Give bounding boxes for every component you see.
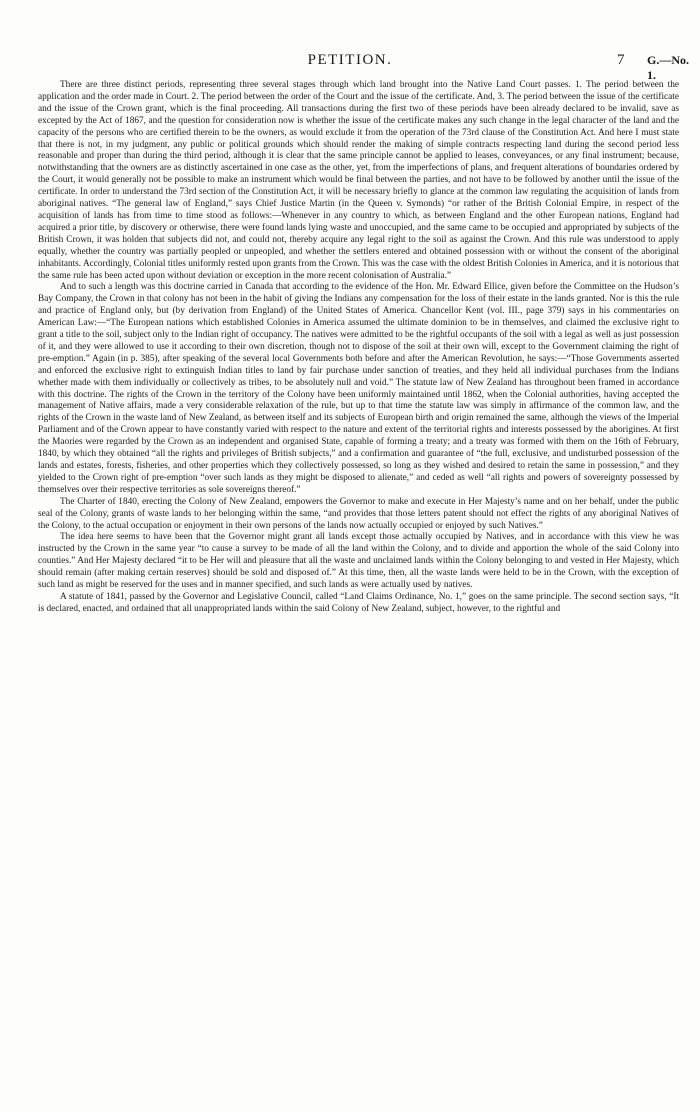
- page-title: PETITION.: [307, 52, 393, 68]
- paragraph: And to such a length was this doctrine carried in Canada that according to the evidence of the Hon. Mr. Edward Ellice, given before the Committee on the Hudson’s Bay Company, the Crown in that colony has not been in the habit of giving the Indians any compensation for the loss of their estate in the lands granted. Nor is this the rule and practice of England only, but (by derivation from England) of the United States of America. Chancellor Kent (vol. III., page 379) says in his commentaries on American Law:—“The European nations which established Colonies in America assumed the ultimate dominion to be in themselves, and claimed the exclusive right to grant a title to the soil, subject only to the Indian right of occupancy. The natives were admitted to be the rightful occupants of the soil with a legal as well as just possession of it, and they were allowed to use it according to their own discretion, though not to dispose of the soil at their own will, except to the Government claiming the right of pre-emption.” Again (in p. 385), after speaking of the several local Governments both before and after the American Revolution, he says:—“Those Governments asserted and enforced the exclusive right to extinguish Indian titles to land by fair purchase under sanction of treaties, and they held all individual purchases from the Indians whether made with them individually or collectively as tribes, to be absolutely null and void.” The statute law of New Zealand has throughout been framed in accordance with this doctrine. The rights of the Crown in the territory of the Colony have been uniformly maintained until 1862, when the Colonial authorities, having accepted the management of Native affairs, made a very considerable relaxation of the rule, but up to that time the statute law was simply in affirmance of the common law, and the rights of the Crown in the waste land of New Zealand, as between itself and its subjects of European birth and origin remained the same, although the views of the Imperial Parliament and of the Crown appear to have constantly varied with respect to the nature and extent of the territorial rights and interests possessed by the aborigines. At first the Maories were regarded by the Crown as an independent and organised State, capable of forming a treaty; and a treaty was formed with them on the 16th of February, 1840, by which they obtained “all the rights and privileges of British subjects,” and a confirmation and guarantee of “the full, exclusive, and undisturbed possession of the lands and estates, forests, fisheries, and other properties which they collectively possessed, so long as they wished and desired to retain the same in possession,” and they yielded to the Crown right of pre-emption “over such lands as they might be disposed to alienate,” and ceded as well “all rights and powers of sovereignty possessed by themselves over their respective territories as sole sovereigns thereof.”: [38, 282, 679, 495]
- page-header: [0, 52, 700, 82]
- page-number: 7: [617, 52, 625, 68]
- paragraph: A statute of 1841, passed by the Governor and Legislative Council, called “Land Claims Ordinance, No. 1,” goes on the same principle. The second section says, “It is declared, enacted, and ordained that all unappropriated lands within the said Colony of New Zealand, subject, however, to the rightful and: [38, 591, 679, 614]
- paragraph: There are three distinct periods, representing three several stages through which land brought into the Native Land Court passes. 1. The period between the application and the order made in Court. 2. The period between the order of the Court and the issue of the certificate. And, 3. The period between the issue of the certificate and the issue of the Crown grant, which is the final proceeding. All transactions during the first two of these periods have been already declared to be invalid, save as excepted by the Act of 1867, and the question for consideration now is whether the issue of the certificate makes any such change in the legal character of the land and the capacity of the persons who are certified therein to be the owners, as would exclude it from the operation of the 73rd clause of the Constitution Act. And here I must state that there is not, in my judgment, any public or political grounds which should render the making of simple contracts respecting land during the second period less reasonable and proper than during the third period, although it is clear that the same principle cannot be applied to leases, conveyances, or any final instrument; because, notwithstanding that the owners are as distinctly ascertained in one case as the other, yet, from the imperfections of plans, and frequent alterations of boundaries ordered by the Court, it would generally not be possible to make an instrument which would be final between the parties, and not have to be followed by another until the issue of the certificate. In order to understand the 73rd section of the Constitution Act, it will be necessary briefly to glance at the common law regulating the acquisition of lands from aboriginal natives. “The general law of England,” says Chief Justice Martin (in the Queen v. Symonds) “or rather of the British Colonial Empire, in respect of the acquisition of lands has from time to time stood as follows:—Whenever in any country to which, as between England and the other European nations, England had acquired a prior title, by discovery or otherwise, there were found lands lying waste and unoccupied, and the same came to be occupied and appropriated by subjects of the British Crown, it was holden that subjects did not, and could not, thereby acquire any legal right to the soil as against the Crown. And this rule was understood to apply equally, whether the country was partially peopled or unpeopled, and whether the settlers entered and obtained possession with or without the consent of the aboriginal inhabitants. Accordingly, Colonial titles uniformly rested upon grants from the Crown. This was the case with the oldest British Colonies in America, and it is notorious that the same rule has been acted upon without deviation or exception in the more recent colonisation of Australia.”: [38, 80, 679, 281]
- document-reference: G.—No. 1.: [647, 53, 689, 82]
- paragraph: The Charter of 1840, erecting the Colony of New Zealand, empowers the Governor to make and execute in Her Majesty’s name and on her behalf, under the public seal of the Colony, grants of waste lands to her belonging within the same, “and provides that those letters patent should not effect the rights of any aboriginal Natives of the Colony, to the actual occupation or enjoyment in their own persons of the lands now actually occupied or enjoyed by such Natives.”: [38, 496, 679, 531]
- body-text: [38, 80, 679, 1100]
- paragraph: The idea here seems to have been that the Governor might grant all lands except those actually occupied by Natives, and in accordance with this view he was instructed by the Crown in the same year “to cause a survey to be made of all the land within the Colony, and to divide and apportion the whole of the said Colony into counties.” And Her Majesty declared “it to be Her will and pleasure that all the waste and unclaimed lands within the Colony belonging to and vested in Her Majesty, which should remain (after making certain reserves) should be sold and disposed of.” At this time, then, all the waste lands were held to be in the Crown, with the exception of such land as might be reserved for the uses and in manner specified, and such lands as were actually used by natives.: [38, 532, 679, 591]
